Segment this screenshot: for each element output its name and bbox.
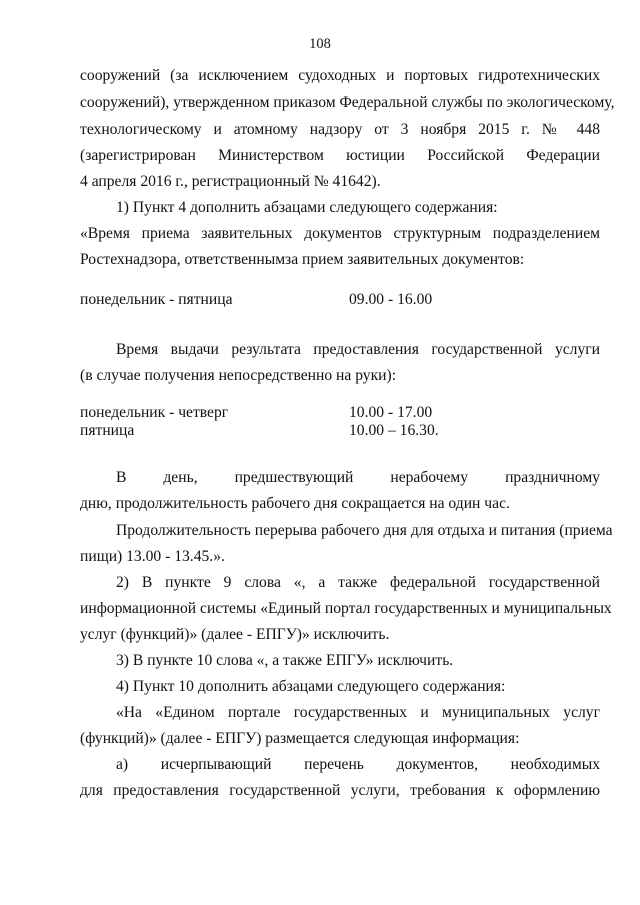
text-line: информационной системы «Единый портал государственных и муниципальных: [80, 600, 612, 617]
text-line: (в случае получения непосредственно на руки):: [80, 367, 397, 384]
text-line: Время выдачи результата предоставления государственной услуги: [116, 341, 600, 358]
text-line: 4) Пункт 10 дополнить абзацами следующего содержания:: [116, 678, 506, 695]
text-line: Ростехнадзора, ответственнымза прием заявительных документов:: [80, 251, 525, 268]
text-line: дню, продолжительность рабочего дня сокращается на один час.: [80, 495, 510, 512]
page-number: 108: [309, 36, 331, 52]
text-line: (функций)» (далее - ЕПГУ) размещается следующая информация:: [80, 730, 520, 747]
text-line: (зарегистрирован Министерством юстиции Российской Федерации: [80, 147, 600, 164]
schedule-time: 10.00 - 17.00: [349, 404, 433, 421]
text-line: 1) Пункт 4 дополнить абзацами следующего содержания:: [116, 199, 498, 216]
schedule-time: 09.00 - 16.00: [349, 291, 433, 308]
text-line: пищи) 13.00 - 13.45.».: [80, 548, 225, 565]
text-line: 4 апреля 2016 г., регистрационный № 41642).: [80, 173, 381, 190]
text-line: В день, предшествующий нерабочему праздничному: [116, 469, 600, 486]
schedule-day: понедельник - пятница: [80, 291, 233, 308]
text-line: «Время приема заявительных документов структурным подразделением: [80, 225, 600, 242]
text-line: а) исчерпывающий перечень документов, необходимых: [116, 756, 600, 773]
text-line: сооружений), утвержденном приказом Федеральной службы по экологическому,: [80, 94, 615, 111]
text-line: услуг (функций)» (далее - ЕПГУ)» исключить.: [80, 626, 390, 643]
text-line: 2) В пункте 9 слова «, а также федеральной государственной: [116, 574, 600, 591]
text-line: для предоставления государственной услуги, требования к оформлению: [80, 782, 600, 799]
schedule-time: 10.00 – 16.30.: [349, 422, 439, 439]
text-line: сооружений (за исключением судоходных и портовых гидротехнических: [80, 67, 600, 84]
schedule-day: пятница: [80, 422, 135, 439]
text-line: технологическому и атомному надзору от 3 ноября 2015 г. № 448: [80, 121, 600, 138]
text-line: «На «Едином портале государственных и муниципальных услуг: [116, 704, 600, 721]
text-line: 3) В пункте 10 слова «, а также ЕПГУ» исключить.: [116, 652, 454, 669]
schedule-day: понедельник - четверг: [80, 404, 229, 421]
text-line: Продолжительность перерыва рабочего дня для отдыха и питания (приема: [116, 522, 613, 539]
